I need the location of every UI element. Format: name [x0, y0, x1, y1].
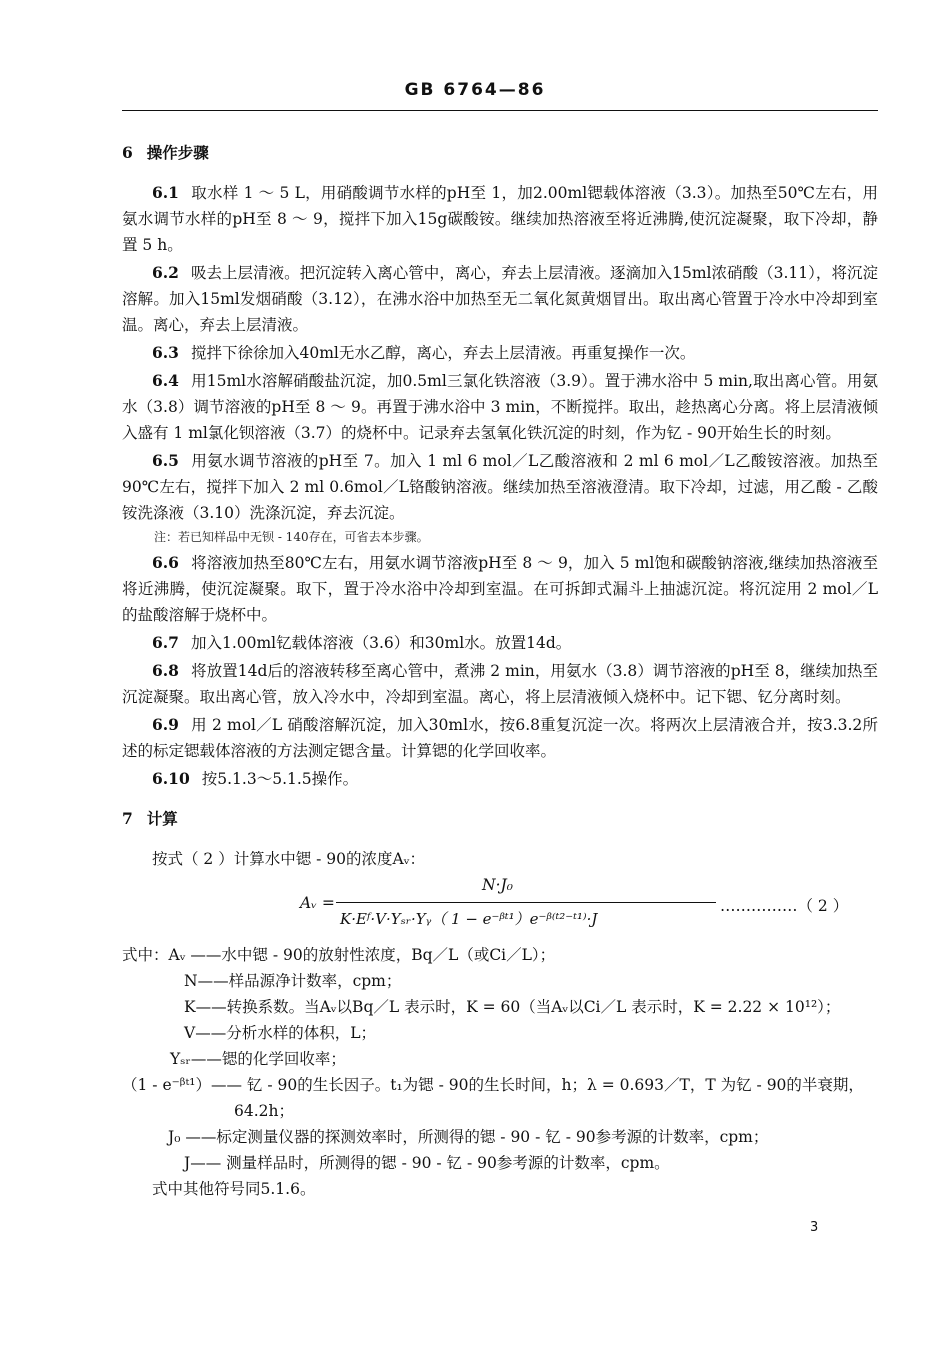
step-number: 6.10 [152, 769, 190, 788]
section-7-heading [122, 806, 878, 832]
definition-item: 式中：Aᵥ ——水中锶 - 90的放射性浓度，Bq／L（或Ci／L）； [122, 946, 556, 964]
section-title: 操作步骤 [146, 143, 209, 162]
definition-item: 64.2h； [234, 1102, 294, 1120]
step-paragraph [122, 630, 878, 656]
step-number: 6.3 [152, 343, 179, 362]
step-paragraph [122, 766, 878, 792]
step-number: 6.7 [152, 633, 179, 652]
step-paragraph [122, 260, 878, 338]
closing-note: 式中其他符号同5.1.6。 [152, 1180, 316, 1198]
calculation-intro: 按式（ 2 ）计算水中锶 - 90的浓度Aᵥ： [152, 850, 425, 868]
definition-item: （1 - e⁻ᵝᵗ¹）—— 钇 - 90的生长因子。t₁为锶 - 90的生长时间，h；λ = 0.693／T，T 为钇 - 90的半衰期， [122, 1076, 864, 1094]
step-number: 6.5 [152, 451, 179, 470]
step-text: 吸去上层清液。把沉淀转入离心管中，离心，弃去上层清液。逐滴加入15ml浓硝酸（3.11），将沉淀溶解。加入15ml发烟硝酸（3.12），在沸水浴中加热至无二氧化氮黄烟冒出。取出离心管置于冷水中冷却到室温。离心，弃去上层清液。 [122, 264, 878, 334]
step-text: 用15ml水溶解硝酸盐沉淀，加0.5ml三氯化铁溶液（3.9）。置于沸水浴中 5 min,取出离心管。用氨水（3.8）调节溶液的pH至 8 ～ 9。再置于沸水浴中 3 min，不断搅拌。取出，趁热离心分离。将上层清液倾入盛有 1 ml氯化钡溶液（3.7）的烧杯中。记录弃去氢氧化铁沉淀的时刻，作为钇 - 90开始生长的时刻。 [122, 372, 878, 442]
definition-item: J₀ ——标定测量仪器的探测效率时，所测得的锶 - 90 - 钇 - 90参考源的计数率，cpm； [168, 1128, 769, 1146]
step-number: 6.2 [152, 263, 179, 282]
step-number: 6.6 [152, 553, 179, 572]
definition-item: V——分析水样的体积，L； [184, 1024, 376, 1042]
formula-lhs: Aᵥ = [300, 894, 335, 912]
definition-item: N——样品源净计数率，cpm； [184, 972, 402, 990]
section-6-heading [122, 140, 878, 166]
section-number: 7 [122, 809, 133, 828]
definition-item: Yₛᵣ——锶的化学回收率； [170, 1050, 346, 1068]
formula-denominator: K·Eᶠ·V·Yₛᵣ·Yᵧ（ 1 − e⁻ᵝᵗ¹）e⁻ᵝ⁽ᵗ²⁻ᵗ¹⁾·J [340, 910, 598, 928]
step-paragraph [122, 448, 878, 526]
step-text: 将放置14d后的溶液转移至离心管中，煮沸 2 min，用氨水（3.8）调节溶液的pH至 8，继续加热至沉淀凝聚。取出离心管，放入冷水中，冷却到室温。离心，将上层清液倾入烧杯中。记下锶、钇分离时刻。 [122, 662, 878, 706]
step-text: 取水样 1 ～ 5 L，用硝酸调节水样的pH至 1，加2.00ml锶载体溶液（3.3）。加热至50℃左右，用氨水调节水样的pH至 8 ～ 9，搅拌下加入15g碳酸铵。继续加热溶液至将近沸腾,使沉淀凝聚，取下冷却，静置 5 h。 [122, 184, 878, 254]
step-text: 用氨水调节溶液的pH至 7。加入 1 ml 6 mol／L乙酸溶液和 2 ml 6 mol／L乙酸铵溶液。加热至90℃左右，搅拌下加入 2 ml 0.6mol／L铬酸钠溶液。继续加热至溶液澄清。取下冷却，过滤，用乙酸 - 乙酸铵洗涤液（3.10）洗涤沉淀，弃去沉淀。 [122, 452, 878, 522]
step-text: 用 2 mol／L 硝酸溶解沉淀，加入30ml水，按6.8重复沉淀一次。将两次上层清液合并，按3.3.2所述的标定锶载体溶液的方法测定锶含量。计算锶的化学回收率。 [122, 716, 878, 760]
step-note: 注：若已知样品中无钡 - 140存在，可省去本步骤。 [154, 530, 429, 544]
page-number: 3 [810, 1220, 819, 1235]
step-text: 搅拌下徐徐加入40ml无水乙醇，离心，弃去上层清液。再重复操作一次。 [190, 344, 696, 362]
step-paragraph [122, 712, 878, 764]
symbol-definitions [122, 942, 878, 1176]
section-title: 计算 [146, 809, 178, 828]
definition-item: K——转换系数。当Aᵥ以Bq／L 表示时，K = 60（当Aᵥ以Ci／L 表示时，K = 2.22 × 10¹²）； [184, 998, 841, 1016]
definition-item: J—— 测量样品时，所测得的锶 - 90 - 钇 - 90参考源的计数率，cpm。 [184, 1154, 670, 1172]
formula-numerator: N·J₀ [482, 876, 513, 894]
step-paragraph [122, 658, 878, 710]
header-rule [122, 110, 878, 111]
step-text: 将溶液加热至80℃左右，用氨水调节溶液pH至 8 ～ 9，加入 5 ml饱和碳酸钠溶液,继续加热溶液至将近沸腾，使沉淀凝聚。取下，置于冷水浴中冷却到室温。在可拆卸式漏斗上抽滤沉淀。将沉淀用 2 mol／L的盐酸溶解于烧杯中。 [122, 554, 878, 624]
formula-2 [122, 876, 878, 938]
step-number: 6.8 [152, 661, 179, 680]
equation-number: ……………（ 2 ） [720, 897, 849, 915]
step-paragraph [122, 340, 878, 366]
step-number: 6.4 [152, 371, 179, 390]
fraction-line [336, 902, 716, 903]
standard-code-header: GB 6764—86 [404, 80, 546, 100]
step-text: 按5.1.3～5.1.5操作。 [201, 770, 359, 788]
document-body [122, 140, 878, 1202]
step-text: 加入1.00ml钇载体溶液（3.6）和30ml水。放置14d。 [190, 634, 572, 652]
step-paragraph [122, 368, 878, 446]
section-number: 6 [122, 143, 133, 162]
step-number: 6.1 [152, 183, 179, 202]
step-number: 6.9 [152, 715, 179, 734]
step-paragraph [122, 180, 878, 258]
step-paragraph [122, 550, 878, 628]
